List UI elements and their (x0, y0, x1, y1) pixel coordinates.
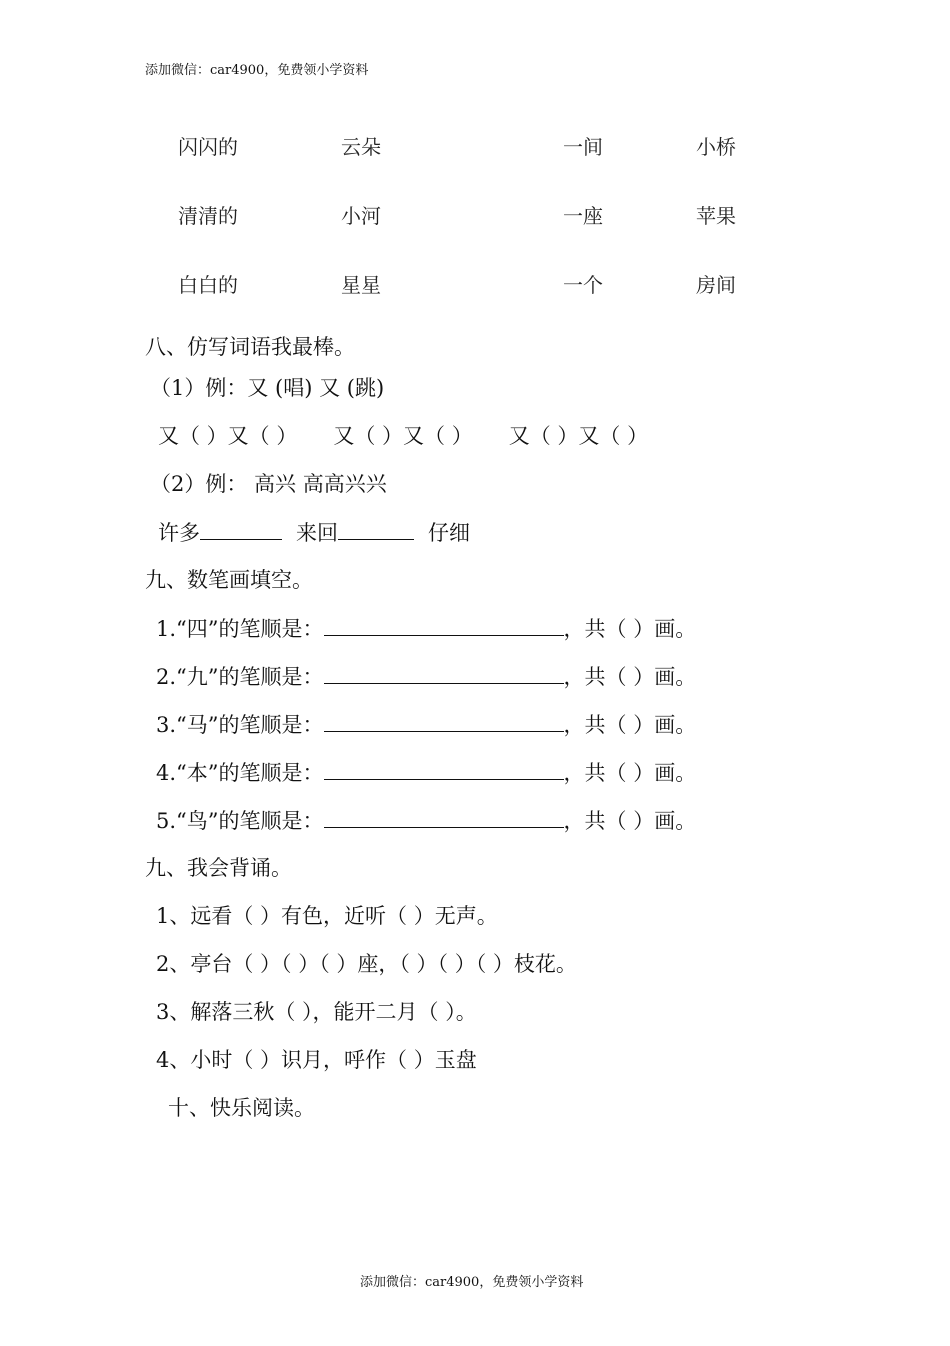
match-measure-2: 一座 (563, 204, 603, 228)
match-object-2: 苹果 (696, 204, 736, 228)
section8-example2: （2）例： 高兴 高高兴兴 (150, 472, 387, 496)
stroke-order-item-4 (156, 759, 696, 786)
section8-blanks-row (158, 423, 648, 449)
double-word-blank-2[interactable]: 又（ ）又（ ） (333, 424, 473, 448)
stroke-order-blank[interactable] (324, 807, 564, 828)
word-laihui: 来回 (296, 521, 338, 545)
stroke-order-blank[interactable] (324, 711, 564, 732)
stroke-order-prompt: 1.“四”的笔顺是： (156, 617, 324, 641)
match-measure-3: 一个 (563, 273, 603, 297)
match-object-1: 小桥 (696, 135, 736, 159)
match-object-3: 房间 (696, 273, 736, 297)
stroke-order-item-3 (156, 711, 696, 738)
match-noun-1: 云朵 (341, 135, 381, 159)
stroke-order-item-2 (156, 663, 696, 690)
match-left-word-1: 闪闪的 (178, 135, 238, 159)
section9b-title: 九、我会背诵。 (145, 856, 292, 880)
stroke-count-prompt: ，共（ ）画。 (563, 809, 697, 833)
stroke-order-prompt: 5.“鸟”的笔顺是： (156, 809, 324, 833)
section9a-title: 九、数笔画填空。 (145, 568, 313, 592)
header-note: 添加微信：car4900，免费领小学资料 (145, 63, 369, 78)
stroke-count-prompt: ，共（ ）画。 (563, 713, 697, 737)
match-left-word-3: 白白的 (178, 273, 238, 297)
word-zixi: 仔细 (428, 521, 470, 545)
section8-word-row (158, 519, 470, 546)
stroke-count-prompt: ，共（ ）画。 (563, 665, 697, 689)
stroke-order-blank[interactable] (324, 615, 564, 636)
footer-note: 添加微信：car4900，免费领小学资料 (360, 1275, 584, 1290)
match-noun-3: 星星 (341, 273, 381, 297)
word-blank-1[interactable] (200, 519, 282, 540)
match-left-word-2: 清清的 (178, 204, 238, 228)
stroke-order-blank[interactable] (324, 759, 564, 780)
stroke-count-prompt: ，共（ ）画。 (563, 617, 697, 641)
stroke-order-prompt: 3.“马”的笔顺是： (156, 713, 324, 737)
word-xuduo: 许多 (158, 521, 200, 545)
double-word-blank-1[interactable]: 又（ ）又（ ） (158, 424, 298, 448)
recitation-item-3[interactable]: 3、解落三秋（ ），能开二月（ ）。 (156, 1000, 477, 1024)
stroke-order-item-5 (156, 807, 696, 834)
double-word-blank-3[interactable]: 又（ ）又（ ） (508, 424, 649, 448)
stroke-count-prompt: ，共（ ）画。 (563, 761, 697, 785)
word-blank-2[interactable] (338, 519, 414, 540)
stroke-order-blank[interactable] (324, 663, 564, 684)
stroke-order-item-1 (156, 615, 696, 642)
match-measure-1: 一间 (563, 135, 603, 159)
recitation-item-1[interactable]: 1、远看（ ）有色，近听（ ）无声。 (156, 904, 498, 928)
section10-title: 十、快乐阅读。 (168, 1096, 315, 1120)
recitation-item-2[interactable]: 2、亭台（ ）（ ）（ ）座，（ ）（ ）（ ）枝花。 (156, 952, 577, 976)
section8-title: 八、仿写词语我最棒。 (145, 335, 355, 359)
recitation-item-4[interactable]: 4、小时（ ）识月，呼作（ ）玉盘 (156, 1048, 477, 1072)
stroke-order-prompt: 2.“九”的笔顺是： (156, 665, 324, 689)
stroke-order-prompt: 4.“本”的笔顺是： (156, 761, 324, 785)
match-noun-2: 小河 (341, 204, 381, 228)
section8-example1: （1）例：又 (唱) 又 (跳) (150, 376, 385, 400)
